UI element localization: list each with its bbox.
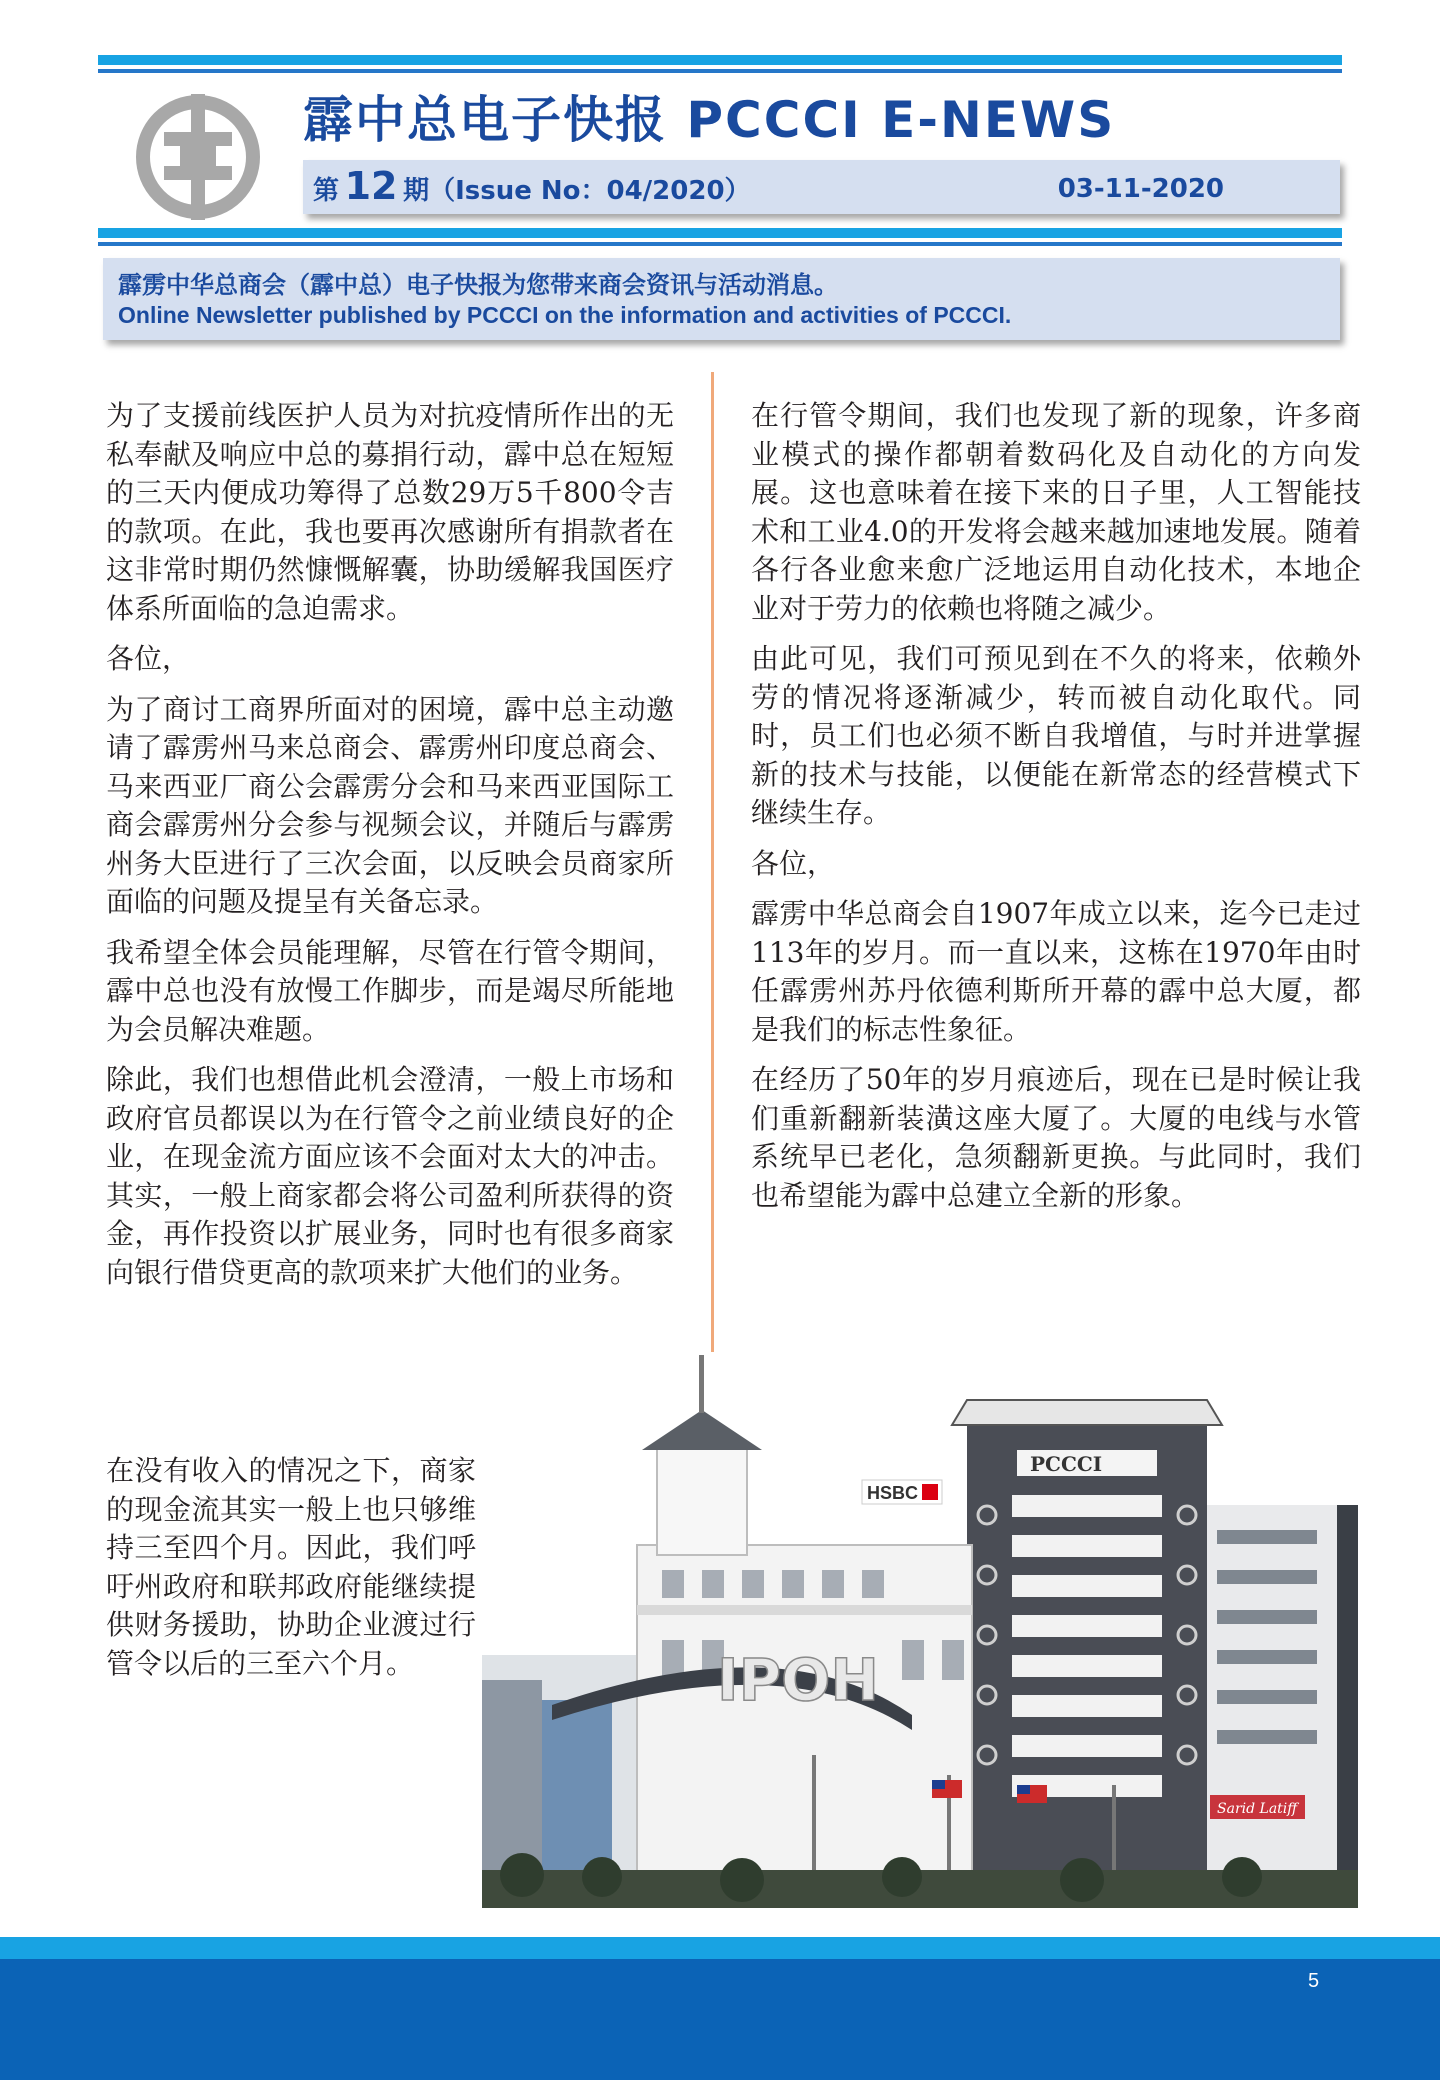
paragraph: 在行管令期间，我们也发现了新的现象，许多商业模式的操作都朝着数码化及自动化的方向发展。这也意味着在接下来的日子里，人工智能技术和工业4.0的开发将会越来越加速地发展。随着各行各业愈来愈广泛地运用自动化技术，本地企业对于劳力的依赖也将随之减少。 bbox=[751, 399, 1361, 625]
pccci-sign: PCCCI bbox=[1030, 1452, 1103, 1476]
hsbc-sign: HSBC bbox=[867, 1483, 919, 1503]
paragraph: 霹雳中华总商会自1907年成立以来，迄今已走过113年的岁月。而一直以来，这栋在1970年由时任霹雳州苏丹依德利斯所开幕的霹中总大厦，都是我们的标志性象征。 bbox=[751, 897, 1361, 1046]
pccci-building-photo bbox=[482, 1355, 1358, 1908]
header-rule-top bbox=[98, 55, 1342, 65]
issue-date: 03-11-2020 bbox=[1057, 174, 1224, 204]
page-number: 5 bbox=[1308, 1970, 1320, 1992]
paragraph: 除此，我们也想借此机会澄清，一般上市场和政府官员都误以为在行管令之前业绩良好的企业，在现金流方面应该不会面对太大的冲击。其实，一般上商家都会将公司盈利所获得的资金，再作投资以扩展业务，同时也有很多商家向银行借贷更高的款项来扩大他们的业务。 bbox=[106, 1063, 674, 1289]
newsletter-title: 霹中总电子快报 PCCCI E-NEWS bbox=[303, 91, 1116, 149]
intro-chinese: 霹雳中华总商会（霹中总）电子快报为您带来商会资讯与活动消息。 bbox=[118, 271, 838, 299]
issue-prefix: 第 bbox=[313, 176, 340, 206]
paragraph: 为了支援前线医护人员为对抗疫情所作出的无私奉献及响应中总的募捐行动，霹中总在短短的三天内便成功筹得了总数29万5千800令吉的款项。在此，我也要再次感谢所有捐款者在这非常时期仍然慷慨解囊，协助缓解我国医疗体系所面临的急迫需求。 bbox=[106, 399, 674, 625]
shop-sign: Sarid Latiff bbox=[1217, 1801, 1298, 1817]
issue-number: 12 bbox=[344, 164, 398, 208]
greeting: 各位， bbox=[751, 846, 836, 880]
intro-english: Online Newsletter published by PCCCI on the information and activities of PCCCI. bbox=[118, 302, 1012, 328]
footer-band bbox=[0, 1959, 1440, 2080]
right-column bbox=[751, 397, 1361, 1227]
greeting: 各位， bbox=[106, 642, 191, 675]
pccci-logo-icon bbox=[128, 92, 268, 222]
paragraph: 在经历了50年的岁月痕迹后，现在已是时候让我们重新翻新装潢这座大厦了。大厦的电线与水管系统早已老化，急须翻新更换。与此同时，我们也希望能为霹中总建立全新的形象。 bbox=[751, 1063, 1361, 1212]
footer-band-light bbox=[0, 1937, 1440, 1959]
paragraph: 由此可见，我们可预见到在不久的将来，依赖外劳的情况将逐渐减少，转而被自动化取代。同时，员工们也必须不断自我增值，与时并进掌握新的技术与技能，以便能在新常态的经营模式下继续生存。 bbox=[751, 642, 1361, 829]
issue-label bbox=[313, 164, 751, 208]
header-rule-bottom bbox=[98, 228, 1342, 238]
left-column bbox=[106, 397, 674, 1304]
paragraph: 为了商讨工商界所面对的困境，霹中总主动邀请了霹雳州马来总商会、霹雳州印度总商会、马来西亚厂商公会霹雳分会和马来西亚国际工商会霹雳州分会参与视频会议，并随后与霹雳州务大臣进行了三次会面，以反映会员商家所面临的问题及提呈有关备忘录。 bbox=[106, 692, 674, 918]
intro-box bbox=[103, 258, 1340, 340]
issue-suffix: 期（Issue No：04/2020） bbox=[403, 176, 751, 206]
header-rule-top-thin bbox=[98, 69, 1342, 73]
header-rule-bottom-thin bbox=[98, 242, 1342, 246]
ipoh-sign: IPOH bbox=[717, 1646, 879, 1714]
issue-bar bbox=[303, 160, 1340, 214]
paragraph: 我希望全体会员能理解，尽管在行管令期间，霹中总也没有放慢工作脚步，而是竭尽所能地为会员解决难题。 bbox=[106, 935, 674, 1046]
column-divider bbox=[711, 372, 714, 1352]
paragraph-beside-photo: 在没有收入的情况之下，商家的现金流其实一般上也只够维持三至四个月。因此，我们呼吁州政府和联邦政府能继续提供财务援助，协助企业渡过行管令以后的三至六个月。 bbox=[106, 1454, 476, 1680]
